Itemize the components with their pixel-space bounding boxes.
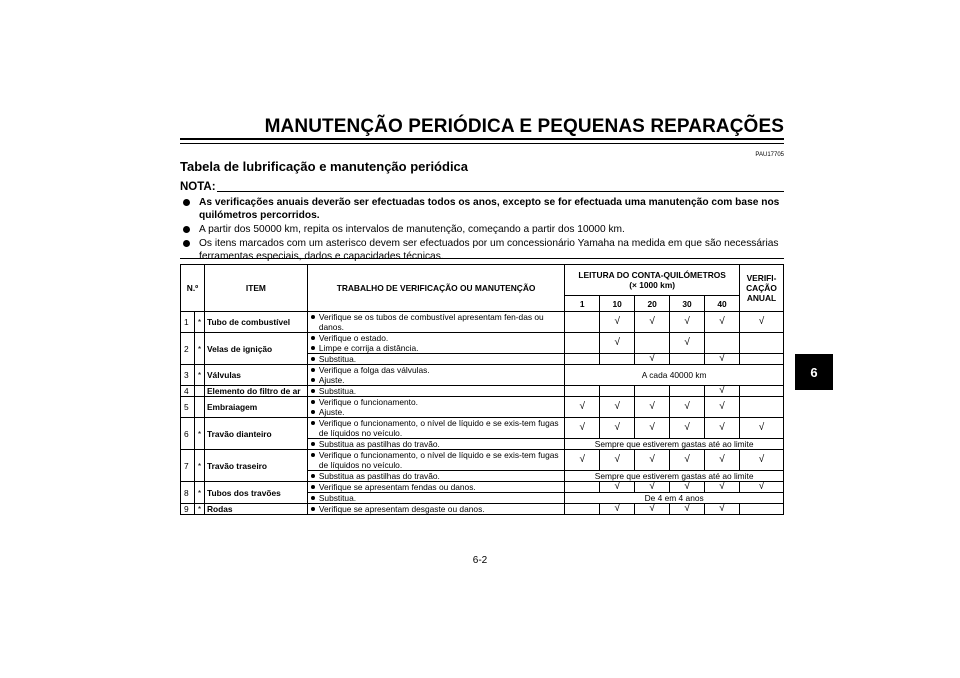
- check-cell: √: [705, 312, 740, 333]
- check-cell: √: [739, 418, 783, 439]
- asterisk: *: [194, 450, 204, 482]
- check-cell: [565, 312, 600, 333]
- table-header-row: [181, 265, 784, 296]
- notes-rule: [180, 258, 784, 259]
- check-cell: √: [705, 397, 740, 418]
- interval-cell: Sempre que estiverem gastas até ao limite: [565, 471, 784, 482]
- check-cell: [565, 333, 600, 354]
- asterisk: *: [194, 333, 204, 365]
- task-item: Substitua as pastilhas do travão.: [310, 471, 562, 481]
- task-item: Verifique o estado.: [310, 333, 562, 343]
- row-number: 7: [181, 450, 195, 482]
- title-rule: [180, 138, 784, 140]
- table-row: [181, 397, 784, 418]
- check-cell: √: [739, 450, 783, 471]
- check-cell: √: [670, 450, 705, 471]
- table-row: [181, 333, 784, 354]
- row-item: Embraiagem: [204, 397, 307, 418]
- check-cell: √: [565, 418, 600, 439]
- check-cell: √: [635, 312, 670, 333]
- check-cell: √: [600, 397, 635, 418]
- check-cell: [600, 386, 635, 397]
- row-task: [307, 439, 564, 450]
- check-cell: [705, 333, 740, 354]
- row-task: [307, 493, 564, 504]
- interval-cell: Sempre que estiverem gastas até ao limite: [565, 439, 784, 450]
- row-number: 6: [181, 418, 195, 450]
- check-cell: √: [635, 354, 670, 365]
- check-cell: [635, 386, 670, 397]
- row-task: [307, 471, 564, 482]
- task-item: Ajuste.: [310, 407, 562, 417]
- section-title: Tabela de lubrificação e manutenção periódica: [180, 159, 469, 174]
- row-task: [307, 482, 564, 493]
- note-item: Os itens marcados com um asterisco devem ser efectuados por um concessionário Yamaha na medida em que são necessárias ferramentas especiais, dados e capacidades técnicas.: [180, 237, 784, 263]
- check-cell: √: [705, 418, 740, 439]
- check-cell: [635, 333, 670, 354]
- page-number: 6-2: [472, 555, 488, 566]
- table-row: [181, 418, 784, 439]
- row-item: Tubos dos travões: [204, 482, 307, 504]
- row-number: 3: [181, 365, 195, 386]
- check-cell: [670, 386, 705, 397]
- row-number: 1: [181, 312, 195, 333]
- check-cell: √: [635, 482, 670, 493]
- task-item: Substitua.: [310, 386, 562, 396]
- check-cell: √: [600, 418, 635, 439]
- check-cell: √: [705, 482, 740, 493]
- check-cell: [565, 504, 600, 515]
- row-item: Elemento do filtro de ar: [204, 386, 307, 397]
- check-cell: [565, 354, 600, 365]
- row-task: [307, 450, 564, 471]
- maintenance-table: [180, 264, 784, 515]
- task-item: Verifique se os tubos de combustível apresentam fen-das ou danos.: [310, 312, 562, 332]
- task-item: Verifique o funcionamento, o nível de líquido e se exis-tem fugas de líquidos no veículo.: [310, 450, 562, 470]
- row-task: [307, 354, 564, 365]
- note-item: A partir dos 50000 km, repita os intervalos de manutenção, começando a partir dos 10000 km.: [180, 223, 784, 236]
- check-cell: √: [670, 312, 705, 333]
- table-row: [181, 365, 784, 386]
- row-number: 4: [181, 386, 195, 397]
- asterisk: *: [194, 482, 204, 504]
- check-cell: [739, 397, 783, 418]
- check-cell: √: [635, 418, 670, 439]
- header-num: N.º: [181, 265, 205, 312]
- table-row: [181, 312, 784, 333]
- task-item: Verifique se apresentam fendas ou danos.: [310, 482, 562, 492]
- row-item: Travão traseiro: [204, 450, 307, 482]
- interval-cell: De 4 em 4 anos: [565, 493, 784, 504]
- row-task: [307, 333, 564, 354]
- check-cell: [600, 354, 635, 365]
- check-cell: [565, 482, 600, 493]
- table-row: [181, 450, 784, 471]
- title-rule-thin: [180, 143, 784, 144]
- check-cell: √: [670, 482, 705, 493]
- check-cell: √: [670, 504, 705, 515]
- check-cell: √: [600, 450, 635, 471]
- check-cell: √: [705, 386, 740, 397]
- header-annual: VERIFI-CAÇÃO ANUAL: [739, 265, 783, 312]
- check-cell: √: [739, 312, 783, 333]
- check-cell: √: [705, 450, 740, 471]
- row-task: [307, 312, 564, 333]
- bullet-icon: [183, 199, 190, 206]
- check-cell: √: [739, 482, 783, 493]
- check-cell: [739, 333, 783, 354]
- check-cell: √: [670, 333, 705, 354]
- table-row: [181, 386, 784, 397]
- asterisk: *: [194, 312, 204, 333]
- row-task: [307, 386, 564, 397]
- check-cell: √: [565, 450, 600, 471]
- row-item: Velas de ignição: [204, 333, 307, 365]
- check-cell: √: [600, 333, 635, 354]
- notes-list: [180, 196, 784, 264]
- row-item: Travão dianteiro: [204, 418, 307, 450]
- chapter-tab: 6: [795, 354, 833, 390]
- row-number: 5: [181, 397, 195, 418]
- table-row: [181, 482, 784, 493]
- nota-label: NOTA:: [180, 181, 216, 193]
- check-cell: √: [705, 354, 740, 365]
- row-task: [307, 397, 564, 418]
- row-number: 2: [181, 333, 195, 365]
- note-item: As verificações anuais deverão ser efectuadas todos os anos, excepto se for efectuada uma manutenção com base nos quilómetros percorridos.: [180, 196, 784, 222]
- table-row: [181, 504, 784, 515]
- check-cell: [739, 504, 783, 515]
- task-item: Verifique o funcionamento.: [310, 397, 562, 407]
- asterisk: *: [194, 418, 204, 450]
- header-km: 40: [705, 296, 740, 312]
- row-item: Rodas: [204, 504, 307, 515]
- task-item: Substitua.: [310, 493, 562, 503]
- check-cell: [670, 354, 705, 365]
- asterisk: *: [194, 504, 204, 515]
- check-cell: √: [600, 482, 635, 493]
- check-cell: [739, 354, 783, 365]
- task-item: Substitua.: [310, 354, 562, 364]
- check-cell: √: [635, 450, 670, 471]
- row-item: Tubo de combustível: [204, 312, 307, 333]
- bullet-icon: [183, 240, 190, 247]
- header-km: 30: [670, 296, 705, 312]
- asterisk: [194, 397, 204, 418]
- asterisk: *: [194, 365, 204, 386]
- check-cell: √: [600, 504, 635, 515]
- row-task: [307, 504, 564, 515]
- header-odometer: LEITURA DO CONTA-QUILÓMETROS (× 1000 km): [565, 265, 740, 296]
- check-cell: √: [670, 418, 705, 439]
- task-item: Ajuste.: [310, 375, 562, 385]
- check-cell: [739, 386, 783, 397]
- page-title: MANUTENÇÃO PERIÓDICA E PEQUENAS REPARAÇÕES: [264, 116, 784, 137]
- header-km: 10: [600, 296, 635, 312]
- task-item: Verifique a folga das válvulas.: [310, 365, 562, 375]
- nota-rule: [217, 191, 784, 192]
- task-item: Verifique se apresentam desgaste ou danos.: [310, 504, 562, 514]
- task-item: Limpe e corrija a distância.: [310, 343, 562, 353]
- row-number: 9: [181, 504, 195, 515]
- check-cell: √: [565, 397, 600, 418]
- check-cell: [565, 386, 600, 397]
- header-km: 20: [635, 296, 670, 312]
- header-task: TRABALHO DE VERIFICAÇÃO OU MANUTENÇÃO: [307, 265, 564, 312]
- asterisk: [194, 386, 204, 397]
- document-code: PAU17705: [755, 152, 784, 158]
- header-km: 1: [565, 296, 600, 312]
- bullet-icon: [183, 226, 190, 233]
- check-cell: √: [635, 397, 670, 418]
- interval-cell: A cada 40000 km: [565, 365, 784, 386]
- check-cell: √: [600, 312, 635, 333]
- task-item: Verifique o funcionamento, o nível de líquido e se exis-tem fugas de líquidos no veículo.: [310, 418, 562, 438]
- row-task: [307, 365, 564, 386]
- header-item: ITEM: [204, 265, 307, 312]
- row-task: [307, 418, 564, 439]
- check-cell: √: [670, 397, 705, 418]
- check-cell: √: [705, 504, 740, 515]
- check-cell: √: [635, 504, 670, 515]
- row-item: Válvulas: [204, 365, 307, 386]
- task-item: Substitua as pastilhas do travão.: [310, 439, 562, 449]
- row-number: 8: [181, 482, 195, 504]
